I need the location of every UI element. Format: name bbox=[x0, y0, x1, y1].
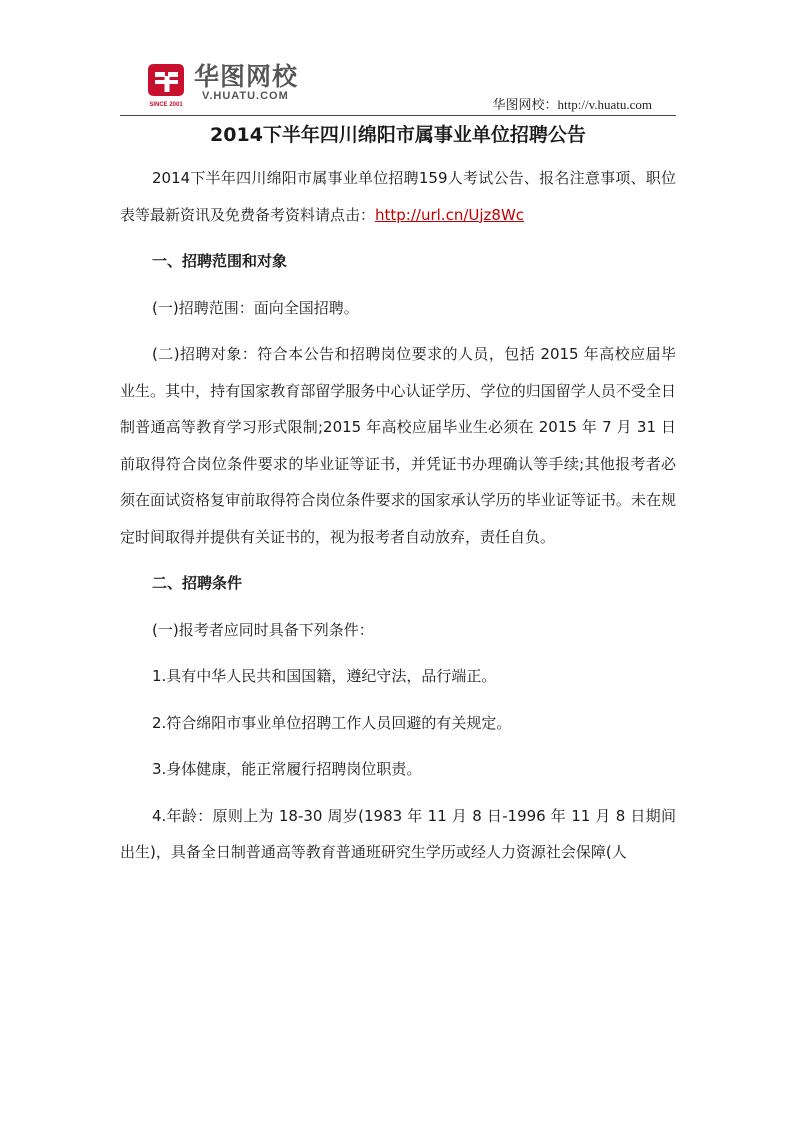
condition-item-4: 4.年龄：原则上为 18-30 周岁(1983 年 11 月 8 日-1996 年 11 月 8 日期间出生)，具备全日制普通高等教育普通班研究生学历或经人力资源社会保障(人 bbox=[120, 806, 676, 861]
section-2-conditions-intro: (一)报考者应同时具备下列条件： bbox=[152, 620, 374, 639]
huatu-logo-icon bbox=[146, 62, 188, 110]
section-1-recruit-target: (二)招聘对象：符合本公告和招聘岗位要求的人员，包括 2015 年高校应届毕业生。其中，持有国家教育部留学服务中心认证学历、学位的归国留学人员不受全日制普通高等教育学习形式限制;2015 年高校应届毕业生必须在 2015 年 7 月 31 日前取得符合岗位条件要求的毕业证等证书，并凭证书办理确认等手续;其他报考者必须在面试资格复审前取得符合岗位条件要求的国家承认学历的毕业证等证书。未在规定时间取得并提供有关证书的，视为报考者自动放弃，责任自负。 bbox=[120, 345, 676, 546]
header-site-label: 华图网校： bbox=[492, 97, 558, 112]
condition-item-2: 2.符合绵阳市事业单位招聘工作人员回避的有关规定。 bbox=[152, 713, 512, 732]
logo-url: V.HUATU.COM bbox=[202, 90, 289, 102]
section-1-recruit-scope: (一)招聘范围：面向全国招聘。 bbox=[152, 298, 359, 317]
intro-link[interactable]: http://url.cn/Ujz8Wc bbox=[375, 205, 525, 224]
page-header bbox=[120, 58, 676, 116]
section-1-heading: 一、招聘范围和对象 bbox=[152, 252, 288, 270]
header-site-url[interactable]: http://v.huatu.com bbox=[557, 97, 652, 112]
huatu-logo[interactable] bbox=[146, 62, 336, 112]
condition-item-1: 1.具有中华人民共和国国籍，遵纪守法，品行端正。 bbox=[152, 667, 497, 685]
page-title: 2014下半年四川绵阳市属事业单位招聘公告 bbox=[210, 124, 586, 146]
logo-since: SINCE 2001 bbox=[149, 102, 183, 108]
logo-text: 华图网校 bbox=[194, 62, 299, 91]
condition-item-3: 3.身体健康，能正常履行招聘岗位职责。 bbox=[152, 760, 422, 778]
header-site-info bbox=[493, 94, 653, 113]
header-divider bbox=[120, 115, 676, 116]
intro-paragraph bbox=[120, 160, 676, 233]
document-body bbox=[120, 160, 676, 871]
section-2-heading: 二、招聘条件 bbox=[152, 574, 243, 592]
intro-text: 2014下半年四川绵阳市属事业单位招聘159人考试公告、报名注意事项、职位表等最新资讯及免费备考资料请点击： bbox=[120, 169, 676, 224]
